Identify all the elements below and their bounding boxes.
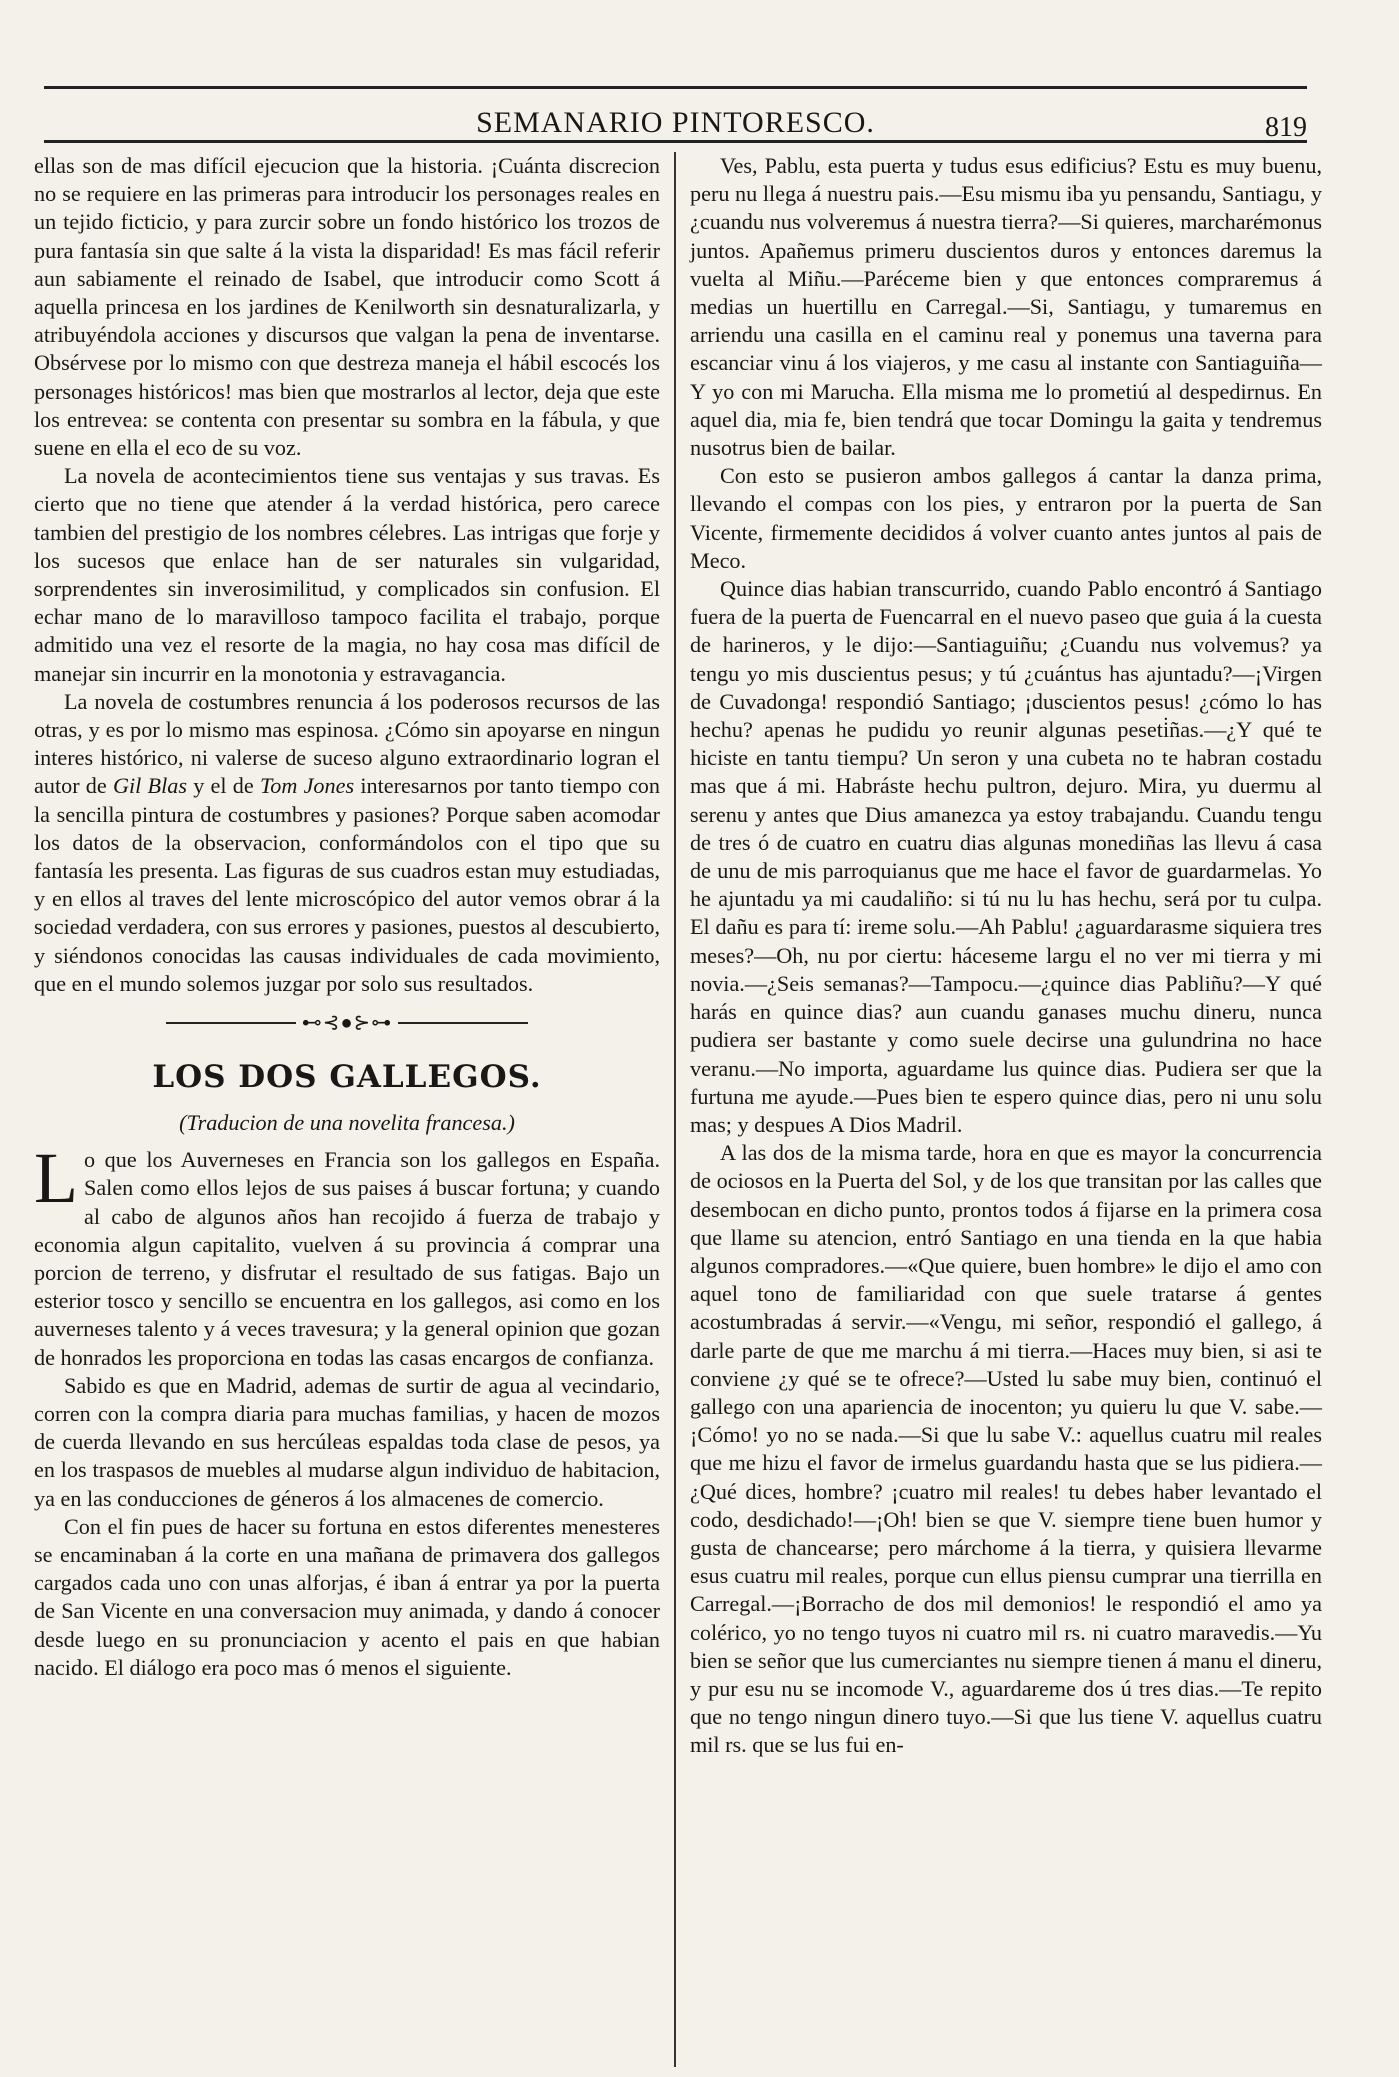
paragraph: Con el fin pues de hacer su fortuna en estos diferentes menesteres se encaminaban á la corte en una mañana de primavera dos gallegos cargados cada uno con unas alforjas, é iban á entrar ya por la puerta de San Vicente en una conversacion muy animada, y dando á conocer desde luego en su pronunciacion y acento el pais en que habian nacido. El diálogo era poco mas ó menos el siguiente. [34,1513,660,1680]
work-title: Tom Jones [259,773,355,799]
paragraph-text: interesarnos por tanto tiempo con la sencilla pintura de costumbres y pasiones? Porque saben acomodar los datos de la observacion, conformándolos con el tipo que su fantasía les presenta. Las figuras de sus cuadros estan muy estudiadas, y en ellos al traves del lente microscópico del autor vemos obrar á la sociedad verdadera, con sus errores y pasiones, puestos al descubierto, y siéndonos conocidas las causas individuales de cada movimiento, que en el mundo solemos juzgar por solo sus resultados. [34,773,660,996]
paren: ( [179,1110,187,1136]
paragraph-text: o que los Auverneses en Francia son los gallegos en España. Salen como ellos lejos de sus paises á buscar fortuna; y cuando al cabo de algunos años han recojido á fuerza de trabajo y economia algun capitalito, vuelven á su provincia á comprar una porcion de terreno, y disfrutar el resultado de sus fatigas. Bajo un esterior tosco y sencillo se encuentra en los gallegos, asi como en los auverneses talento y á veces travesura; y la general opinion que gozan de honrados les proporciona en todas las casas encargos de confianza. [34,1147,660,1370]
story-subtitle [34,1106,660,1146]
header-bottom-rule [44,140,1307,143]
page-number: 819 [1265,112,1307,143]
paragraph-text: y el de [187,773,260,799]
subtitle-text: Traducion de una novelita francesa. [186,1110,508,1136]
paragraph: La novela de acontecimientos tiene sus ventajas y sus travas. Es cierto que no tiene que atender á la verdad histórica, pero carece tambien del prestigio de los nombres célebres. Las intrigas que forje y los sucesos que enlace han de ser naturales sin vulgaridad, sorprendentes sin inverosimilitud, y complicados sin confusion. El echar mano de lo maravilloso tampoco facilita el trabajo, porque admitido una vez el resorte de la magia, no hay cosa mas difícil de manejar sin incurrir en la monotonia y estravagancia. [34,463,660,686]
drop-cap: L [34,1138,78,1219]
ornament-knot-icon: ⊷⊰●⊱⊶ [301,1011,393,1034]
paragraph [34,1138,660,1372]
header-top-rule [44,86,1307,89]
column-divider [674,152,676,2067]
right-column [690,152,1322,1760]
paren: ) [507,1110,515,1136]
running-title: SEMANARIO PINTORESCO. [476,106,875,139]
paragraph [34,688,660,998]
paragraph: Con esto se pusieron ambos gallegos á cantar la danza prima, llevando el compas con los pies, y entraron por la puerta de San Vicente, firmemente decididos á volver cuanto antes juntos al pais de Meco. [690,463,1322,573]
story-title: LOS DOS GALLEGOS. [152,1059,542,1096]
paragraph: ellas son de mas difícil ejecucion que la historia. ¡Cuánta discrecion no se requiere en las primeras para introducir los personages reales en un tejido ficticio, y para zurcir sobre un fondo histórico los trozos de pura fantasía sin que salte á la vista la disparidad! Es mas fácil referir aun sabiamente el reinado de Isabel, que introducir como Scott á aquella princesa en los jardines de Kenilworth sin desnaturalizarla, y atribuyéndola acciones y discursos que valgan la pena de inventarse. Obsérvese por lo mismo con que destreza maneja el hábil escocés los personages históricos! mas bien que mostrarlos al lector, deja que este los entrevea: se contenta con presentar su sombra en la fábula, y que suene en ella el eco de su voz. [34,153,660,461]
ornament-line [398,1022,528,1024]
section-ornament [34,998,660,1048]
ornament-line [166,1022,296,1024]
paragraph-text: La novela de costumbres renuncia á los poderosos recursos de las otras, y es por lo mismo mas espinosa. ¿Cómo sin apoyarse en ningun interes histórico, ni valerse de suceso alguno extraordinario logran el autor de [34,688,660,799]
paragraph: Sabido es que en Madrid, ademas de surtir de agua al vecindario, corren con la compra diaria para muchas familias, y hacen de mozos de cuerda llevando en sus hercúleas espaldas toda clase de pesos, ya en los traspasos de muebles al mudarse algun individuo de habitacion, ya en las conducciones de géneros á los almacenes de comercio. [34,1372,660,1511]
paragraph: Ves, Pablu, esta puerta y tudus esus edificius? Estu es muy buenu, peru nu llega á nuestru pais.—Esu mismu iba yu pensandu, Santiagu, y ¿cuandu nus volveremus á nuestra tierra?—Si quieres, marcharémonus juntos. Apañemus primeru duscientos duros y entonces daremus la vuelta al Miñu.—Paréceme bien y que entonces compraremus á medias un huertillu en Carregal.—Si, Santiagu, y tumaremus en arriendu una casilla en el caminu real y ponemus una taverna para escanciar vinu á los viajeros, y me casu al instante con Santiaguiña—Y yo con mi Marucha. Ella misma me lo prometiú al despedirnus. En aquel dia, mia fe, bien tendrá que tocar Domingu la gaita y tendremus nusotrus bien de bailar. [690,153,1322,461]
work-title: Gil Blas [112,773,187,799]
paragraph: A las dos de la misma tarde, hora en que es mayor la concurrencia de ociosos en la Puerta del Sol, y de los que transitan por las calles que desembocan en dicho punto, prontos todos á fijarse en la primera cosa que llame su atencion, entró Santiago en una tienda en la que habia algunos compradores.—«Que quiere, buen hombre» le dijo el amo con aquel tono de familiaridad con que suele tratarse á gentes acostumbradas á servir.—«Vengu, mi señor, respondió el gallego, á darle parte de que me marchu á mi tierra.—Haces muy bien, si asi te conviene ¿y qué se te ofrece?—Usted lu sabe muy bien, continuó el gallego con una apariencia de inocenton; yu quieru lu que V. sabe.—¡Cómo! yo no se nada.—Si que lu sabe V.: aquellus cuatru mil reales que me hizu el favor de irmelus guardandu hasta que se lus pidiera.—¿Qué dices, hombre? ¡cuatro mil reales! tu debes haber levantado el codo, desdichado!—¡Oh! bien se que V. siempre tiene buen humor y gusta de chancearse; pero márchome á la tierra, y quisiera llevarme esus cuatru mil reales, porque cun ellus piensu cumprar una tierrilla en Carregal.—¡Borracho de dos mil demonios! le respondió el amo ya colérico, yo no tengo tuyos ni cuatro mil rs. ni cuatro maravedis.—Yu bien se señor que lus cumerciantes nu siempre tienen á manu el dineru, y pur esu nu se incomode V., aguardareme dos ú tres dias.—Te repito que no tengo ningun dinero tuyo.—Si que lus tiene V. aquellus cuatru mil rs. que se lus fui en- [690,1140,1322,1758]
left-column [34,152,660,1682]
paragraph: Quince dias habian transcurrido, cuando Pablo encontró á Santiago fuera de la puerta de Fuencarral en el nuevo paseo que guia á la cuesta de harineros, y le dijo:—Santiaguiñu; ¿Cuandu nus volvemus? ya tengu yo mis duscientus pesus; y tú ¿cuántus has ajuntadu?—¡Virgen de Cuvadonga! respondió Santiago; ¡duscientos pesus! ¿cómo lo has hechu? apenas he pudidu yo reunir algunas peseti̇ñas.—¿Y qué te hiciste en tantu tiempu? Un seron y una cubeta no te habran costadu mas que á mi. Habráste hechu pultron, dejuro. Mira, yu duermu al serenu y antes que Dius amanezca ya estoy trabajandu. Cuandu tengu de tres ó de cuatro en cuatru dias algunas monediñas las llevu á casa de unu de mis parroquianus que me hace el favor de guardarmelas. Yo he ajuntadu ya mi caudaliño: si tú nu lu has hechu, será por tu culpa. El dañu es para tí: ireme solu.—Ah Pablu! ¿aguardarasme siquiera tres meses?—Oh, nu por ciertu: háceseme largu el no ver mi tierra y mi novia.—¿Seis semanas?—Tampocu.—¿quince dias Pabliñu?—Y qué harás en quince dias? aun cuandu ganases muchu dineru, nunca pudiera ser bastante y como suele decirse una gulundrina no hace veranu.—No importa, aguardame lus quince dias. Pudiera ser que la furtuna me ayude.—Pues bien te espero quince dias, pero ni unu solu mas; y despues A Dios Madril. [690,576,1322,1137]
